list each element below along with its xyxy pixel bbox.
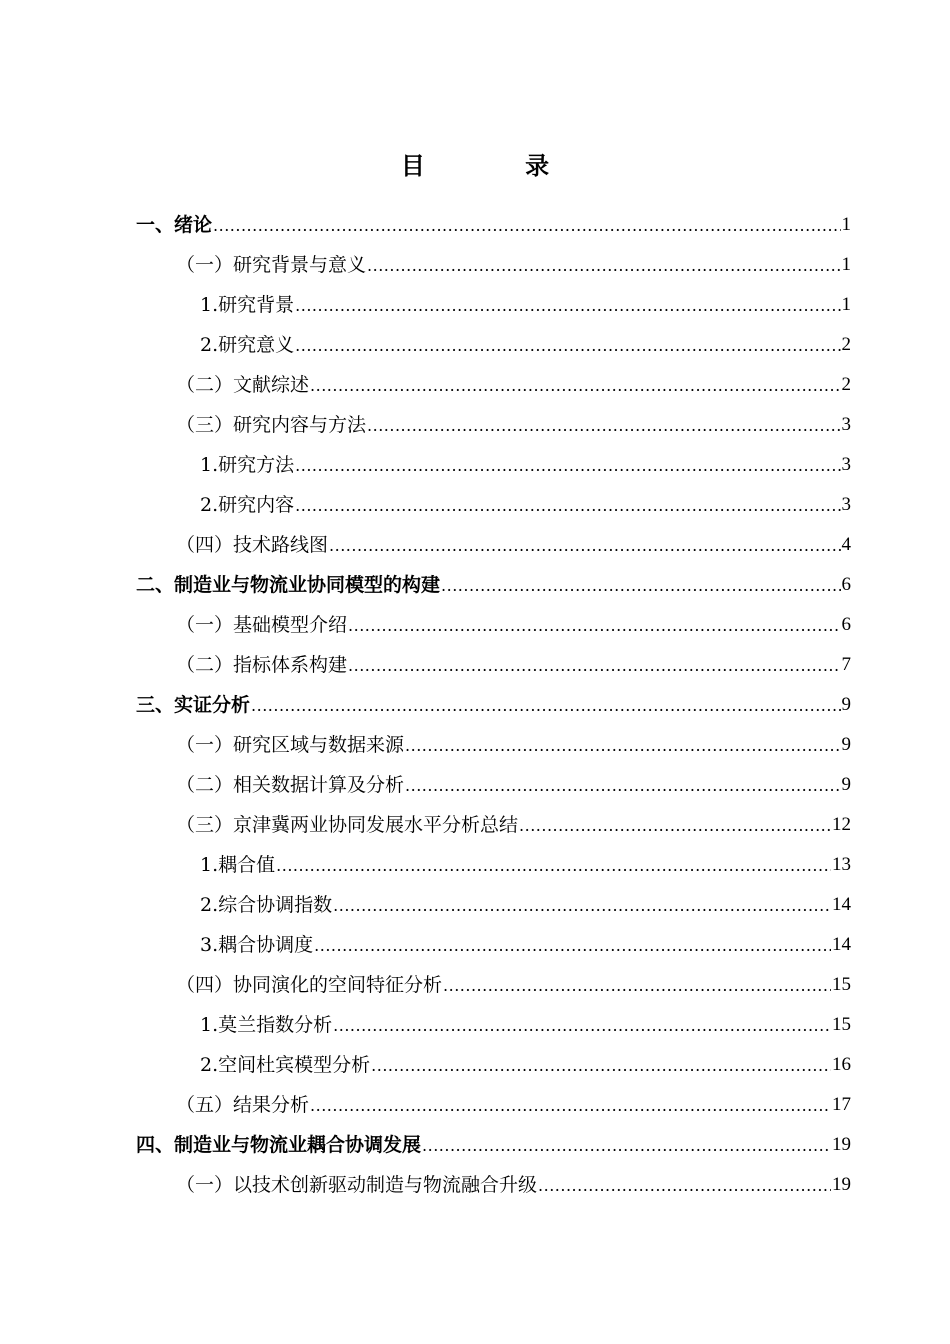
toc-entry-page-number: 2 <box>841 334 851 355</box>
toc-entry[interactable] <box>136 525 851 565</box>
toc-entry[interactable] <box>136 245 851 285</box>
toc-entry-label: 四、制造业与物流业耦合协调发展 <box>136 1134 422 1156</box>
toc-entry-label: （二）指标体系构建 <box>176 654 348 676</box>
toc-entry-label: （二）文献综述 <box>176 374 310 396</box>
toc-entry-page-number: 16 <box>832 1054 851 1075</box>
toc-entry-label: （五）结果分析 <box>176 1094 310 1116</box>
toc-entry-page-number: 7 <box>841 654 851 675</box>
dot-leader <box>251 685 840 725</box>
toc-entry-page-number: 2 <box>841 374 851 395</box>
dot-leader <box>371 1045 831 1085</box>
dot-leader <box>538 1165 831 1205</box>
toc-entry-page-number: 19 <box>832 1174 851 1195</box>
toc-entry-page-number: 15 <box>832 974 851 995</box>
table-of-contents <box>136 205 851 1205</box>
toc-entry-label: （四）协同演化的空间特征分析 <box>176 974 443 996</box>
toc-entry-page-number: 14 <box>832 894 851 915</box>
toc-entry-page-number: 12 <box>832 814 851 835</box>
toc-entry-page-number: 15 <box>832 1014 851 1035</box>
toc-entry[interactable] <box>136 1005 851 1045</box>
toc-entry[interactable] <box>136 1085 851 1125</box>
toc-entry-label: （二）相关数据计算及分析 <box>176 774 405 796</box>
toc-entry-label: 三、实证分析 <box>136 694 251 716</box>
toc-entry-page-number: 3 <box>841 494 851 515</box>
toc-entry-label: 2.研究内容 <box>200 494 295 516</box>
dot-leader <box>329 525 840 565</box>
toc-entry[interactable] <box>136 805 851 845</box>
dot-leader <box>367 245 840 285</box>
dot-leader <box>314 925 831 965</box>
toc-entry[interactable] <box>136 445 851 485</box>
dot-leader <box>405 725 840 765</box>
dot-leader <box>348 605 840 645</box>
toc-entry[interactable] <box>136 845 851 885</box>
toc-entry-page-number: 9 <box>841 734 851 755</box>
toc-entry-label: （一）研究背景与意义 <box>176 254 367 276</box>
dot-leader <box>213 205 840 245</box>
toc-entry-page-number: 1 <box>841 294 851 315</box>
dot-leader <box>295 445 840 485</box>
toc-entry-label: （三）京津冀两业协同发展水平分析总结 <box>176 814 519 836</box>
toc-entry[interactable] <box>136 325 851 365</box>
dot-leader <box>295 285 840 325</box>
toc-entry-page-number: 1 <box>841 254 851 275</box>
toc-entry[interactable] <box>136 405 851 445</box>
dot-leader <box>405 765 840 805</box>
toc-entry-page-number: 3 <box>841 454 851 475</box>
dot-leader <box>348 645 840 685</box>
toc-entry-page-number: 4 <box>841 534 851 555</box>
toc-entry-label: 2.空间杜宾模型分析 <box>200 1054 371 1076</box>
toc-entry-label: 1.莫兰指数分析 <box>200 1014 333 1036</box>
toc-entry-page-number: 6 <box>841 574 851 595</box>
toc-entry-label: （四）技术路线图 <box>176 534 329 556</box>
toc-entry[interactable] <box>136 1045 851 1085</box>
dot-leader <box>295 325 840 365</box>
toc-entry-label: （一）研究区域与数据来源 <box>176 734 405 756</box>
toc-entry[interactable] <box>136 925 851 965</box>
dot-leader <box>422 1125 831 1165</box>
dot-leader <box>333 885 831 925</box>
toc-entry-label: 1.研究背景 <box>200 294 295 316</box>
dot-leader <box>443 965 831 1005</box>
toc-entry-page-number: 1 <box>841 214 851 235</box>
toc-entry[interactable] <box>136 1125 851 1165</box>
dot-leader <box>310 1085 831 1125</box>
toc-entry-page-number: 3 <box>841 414 851 435</box>
toc-entry[interactable] <box>136 885 851 925</box>
toc-entry-label: 2.综合协调指数 <box>200 894 333 916</box>
toc-entry-page-number: 9 <box>841 694 851 715</box>
toc-entry-label: （一）以技术创新驱动制造与物流融合升级 <box>176 1174 538 1196</box>
toc-entry[interactable] <box>136 285 851 325</box>
toc-entry-page-number: 14 <box>832 934 851 955</box>
toc-entry-label: 1.耦合值 <box>200 854 276 876</box>
dot-leader <box>367 405 840 445</box>
toc-entry-page-number: 19 <box>832 1134 851 1155</box>
toc-entry-label: 1.研究方法 <box>200 454 295 476</box>
dot-leader <box>276 845 831 885</box>
toc-entry-page-number: 17 <box>832 1094 851 1115</box>
toc-entry[interactable] <box>136 1165 851 1205</box>
toc-entry-label: （一）基础模型介绍 <box>176 614 348 636</box>
toc-entry-label: 3.耦合协调度 <box>200 934 314 956</box>
dot-leader <box>441 565 840 605</box>
toc-entry-page-number: 13 <box>832 854 851 875</box>
dot-leader <box>310 365 840 405</box>
toc-entry[interactable] <box>136 725 851 765</box>
toc-entry[interactable] <box>136 645 851 685</box>
toc-entry-page-number: 6 <box>841 614 851 635</box>
toc-entry-label: 一、绪论 <box>136 214 213 236</box>
toc-title: 目 录 <box>400 151 596 180</box>
toc-entry-label: 2.研究意义 <box>200 334 295 356</box>
toc-entry[interactable] <box>136 205 851 245</box>
toc-entry[interactable] <box>136 565 851 605</box>
toc-entry[interactable] <box>136 965 851 1005</box>
toc-entry[interactable] <box>136 365 851 405</box>
toc-entry[interactable] <box>136 605 851 645</box>
dot-leader <box>519 805 831 845</box>
toc-entry[interactable] <box>136 685 851 725</box>
toc-entry[interactable] <box>136 765 851 805</box>
toc-entry-label: （三）研究内容与方法 <box>176 414 367 436</box>
toc-entry-page-number: 9 <box>841 774 851 795</box>
toc-entry[interactable] <box>136 485 851 525</box>
toc-entry-label: 二、制造业与物流业协同模型的构建 <box>136 574 441 596</box>
dot-leader <box>333 1005 831 1045</box>
dot-leader <box>295 485 840 525</box>
